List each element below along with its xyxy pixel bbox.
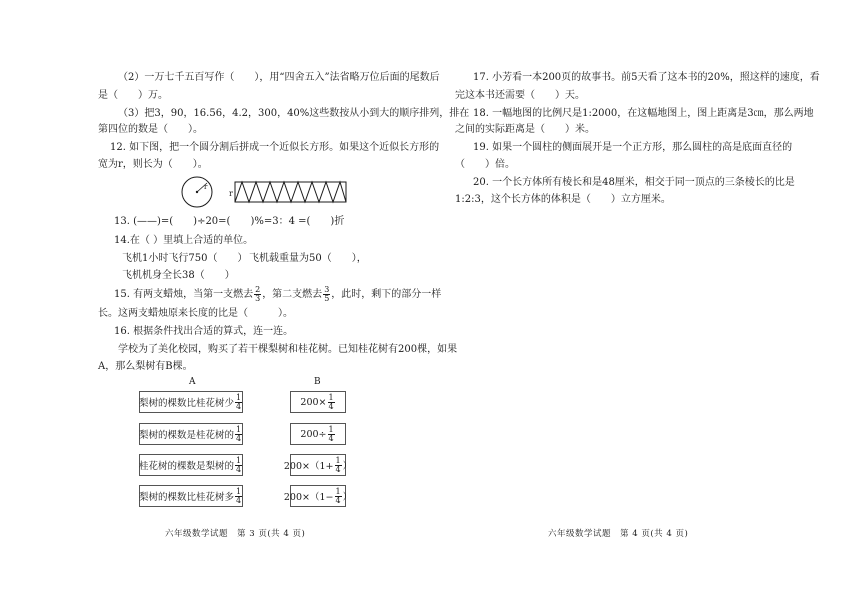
fraction [235, 488, 242, 505]
q18-line1: 18. 一幅地图的比例尺是1:2000，在这幅地图上，图上距离是3㎝，那么两地 [473, 108, 814, 119]
fraction-numerator: 1 [328, 392, 334, 402]
fraction-numerator: 1 [335, 486, 341, 496]
condition-box-a-1[interactable] [139, 391, 243, 413]
q13-line: 13. (——)=( )÷20=( )%=3：4 =( )折 [114, 216, 345, 227]
formula-box-b-2[interactable] [290, 423, 346, 445]
fraction-numerator: 1 [235, 392, 242, 402]
formula-prefix: 200×（1+ [283, 461, 334, 472]
q20-line2: 1:2:3，这个长方体的体积是（ ）立方厘米。 [455, 194, 671, 205]
q12-line1: 12. 如下图，把一个圆分割后拼成一个近似长方形。如果这个近似长方形的 [110, 142, 440, 153]
fraction-denominator: 4 [328, 401, 334, 411]
condition-box-a-3[interactable] [139, 454, 243, 476]
condition-text: 梨树的棵数是桂花树的 [138, 430, 234, 441]
q11-part3-line2: 第四位的数是（ ）。 [98, 124, 203, 135]
fraction-denominator: 4 [235, 401, 242, 411]
q15-text-c: ，此时，剩下的部分一样 [331, 289, 442, 300]
formula-prefix: 200÷ [300, 428, 327, 440]
q11-part3-line1: （3）把3，90，16.56，4.2，300，40%这些数按从小到大的顺序排列，排在 [118, 108, 470, 119]
condition-text: 梨树的棵数比桂花树多 [138, 492, 234, 503]
column-a-header: A [189, 377, 196, 387]
fraction [235, 457, 242, 474]
q14-item-b: 飞机载重量为50（ ）， [249, 253, 367, 264]
condition-box-a-4[interactable] [139, 485, 243, 507]
fraction-numerator: 1 [235, 455, 242, 465]
q11-part2-line2: 是（ ）万。 [98, 90, 168, 101]
formula-suffix: ） [342, 461, 353, 472]
fraction-denominator: 4 [335, 464, 341, 474]
fraction-denominator: 4 [235, 495, 242, 505]
q15-text-b: ，第二支燃去 [262, 289, 323, 300]
q15-fraction-1 [254, 286, 261, 303]
page-3-footer: 六年级数学试题 第 3 页(共 4 页) [165, 529, 306, 539]
formula-box-b-1[interactable] [290, 391, 346, 413]
condition-text: 梨树的棵数比桂花树少 [138, 398, 234, 409]
rectangle-width-label: r [229, 189, 233, 198]
formula-prefix: 200×（1− [283, 492, 334, 503]
sector-zigzag [235, 182, 346, 202]
fraction-denominator: 4 [328, 433, 334, 443]
formula-suffix: ） [342, 492, 353, 503]
fraction-numerator: 1 [335, 455, 341, 465]
q18-line2: 之间的实际距离是（ ）米。 [455, 124, 595, 135]
page-4-footer: 六年级数学试题 第 4 页(共 4 页) [548, 529, 689, 539]
q14-line: 14.在（ ）里填上合适的单位。 [114, 235, 254, 246]
q14-item-c: 飞机机身全长38（ ） [122, 270, 235, 281]
fraction-numerator: 1 [235, 424, 242, 434]
formula-box-b-3[interactable] [283, 454, 353, 476]
q15-fraction-2 [323, 286, 330, 303]
fraction [235, 394, 242, 411]
q19-line1: 19. 如果一个圆柱的侧面展开是一个正方形，那么圆柱的高是底面直径的 [473, 142, 793, 153]
q16-context-line2: A，那么梨树有B棵。 [98, 361, 193, 372]
fraction [328, 426, 335, 443]
fraction [335, 488, 342, 505]
q15-text-a: 15. 有两支蜡烛，当第一支燃去 [114, 289, 254, 300]
q15-fraction-1-num: 2 [255, 285, 261, 294]
fraction [328, 394, 335, 411]
circle-to-rectangle-figure [180, 174, 350, 210]
column-b-header: B [314, 377, 321, 387]
q15-fraction-2-num: 3 [324, 285, 330, 294]
formula-prefix: 200× [300, 396, 327, 408]
q17-line1: 17. 小芳看一本200页的故事书。前5天看了这本书的20%，照这样的速度，看 [473, 72, 820, 83]
q15-line1 [114, 285, 441, 305]
fraction [335, 457, 342, 474]
fraction [235, 426, 242, 443]
fraction-denominator: 4 [235, 464, 242, 474]
fraction-denominator: 4 [335, 495, 341, 505]
q20-line1: 20. 一个长方体所有棱长和是48厘米，相交于同一顶点的三条棱长的比是 [473, 177, 795, 188]
q15-line2: 长。这两支蜡烛原来长度的比是（ ）。 [98, 308, 293, 319]
q14-item-a: 飞机1小时飞行750（ ） [122, 253, 248, 264]
circle-radius-label: r [204, 183, 208, 191]
fraction-numerator: 1 [235, 486, 242, 496]
q17-line2: 完这本书还需要（ ）天。 [455, 90, 585, 101]
q16-line: 16. 根据条件找出合适的算式，连一连。 [114, 326, 294, 337]
condition-box-a-2[interactable] [139, 423, 243, 445]
formula-box-b-4[interactable] [283, 485, 353, 507]
fraction-numerator: 1 [328, 424, 334, 434]
q15-fraction-2-den: 5 [324, 294, 330, 303]
q19-line2: （ ）倍。 [455, 159, 515, 170]
q15-fraction-1-den: 3 [255, 294, 261, 303]
q11-part2-line1: （2）一万七千五百写作（ ），用“四舍五入”法省略万位后面的尾数后 [118, 72, 440, 83]
condition-text: 桂花树的棵数是梨树的 [138, 461, 234, 472]
q12-line2: 宽为r，则长为（ ）。 [98, 159, 208, 170]
fraction-denominator: 4 [235, 433, 242, 443]
q16-context-line1: 学校为了美化校园，购买了若干棵梨树和桂花树。已知桂花树有200棵，如果 [118, 344, 458, 355]
